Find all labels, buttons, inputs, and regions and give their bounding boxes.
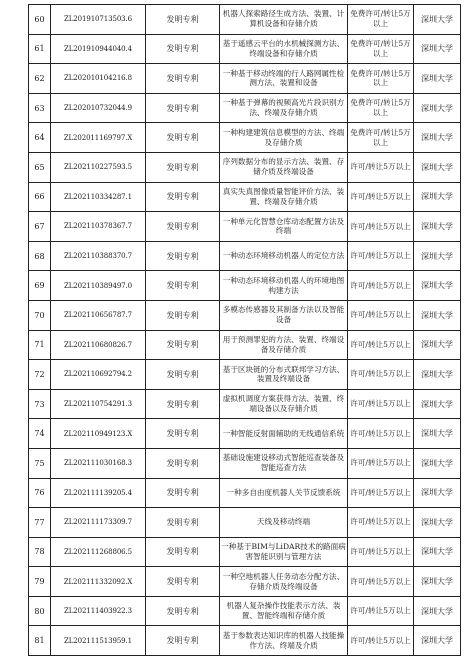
patent-type: 发明专利 xyxy=(146,182,220,212)
patent-type: 发明专利 xyxy=(146,419,220,449)
patent-type: 发明专利 xyxy=(146,360,220,390)
row-number: 68 xyxy=(29,241,51,271)
application-number: ZL202111332092.X xyxy=(51,567,146,597)
patent-owner: 深圳大学 xyxy=(414,212,461,242)
patent-name: 一种基于BIM与LiDAR技术的路面病害智能识别与管理方法 xyxy=(220,537,348,567)
patent-name: 用于预测罪犯的方法、装置、终端设备及存储介质 xyxy=(220,330,348,360)
patent-name: 一种多自由度机器人关节反馈系统 xyxy=(220,478,348,508)
patent-owner: 深圳大学 xyxy=(414,93,461,123)
transfer-mode: 许可/转让5万以上 xyxy=(348,419,414,449)
application-number: ZL202111513959.1 xyxy=(51,626,146,656)
application-number: ZL202010732044.9 xyxy=(51,93,146,123)
transfer-mode: 免费许可/转让5万以上 xyxy=(348,34,414,64)
patent-type: 发明专利 xyxy=(146,330,220,360)
patent-name: 一种单元化智慧仓库动态配置方法及终端 xyxy=(220,212,348,242)
table-row xyxy=(29,93,461,123)
patent-name: 基于遥感云平台的水机械探测方法、终端设备和存储介质 xyxy=(220,34,348,64)
patent-owner: 深圳大学 xyxy=(414,567,461,597)
patent-owner: 深圳大学 xyxy=(414,360,461,390)
row-number: 66 xyxy=(29,182,51,212)
patent-type: 发明专利 xyxy=(146,389,220,419)
patent-owner: 深圳大学 xyxy=(414,64,461,94)
table-row xyxy=(29,508,461,538)
row-number: 60 xyxy=(29,5,51,35)
patent-type: 发明专利 xyxy=(146,271,220,301)
transfer-mode: 许可/转让5万以上 xyxy=(348,389,414,419)
table-row xyxy=(29,567,461,597)
table-row xyxy=(29,360,461,390)
patent-owner: 深圳大学 xyxy=(414,537,461,567)
table-row xyxy=(29,596,461,626)
patent-type: 发明专利 xyxy=(146,448,220,478)
patent-table-body xyxy=(29,5,461,656)
application-number: ZL202110378367.7 xyxy=(51,212,146,242)
transfer-mode: 免费许可/转让5万以上 xyxy=(348,123,414,153)
transfer-mode: 许可/转让5万以上 xyxy=(348,212,414,242)
patent-name: 序列数据分布的显示方法、装置、存储介质及终端设备 xyxy=(220,152,348,182)
patent-type: 发明专利 xyxy=(146,123,220,153)
application-number: ZL201910713503.6 xyxy=(51,5,146,35)
application-number: ZL202111139205.4 xyxy=(51,478,146,508)
row-number: 74 xyxy=(29,419,51,449)
table-row xyxy=(29,5,461,35)
patent-owner: 深圳大学 xyxy=(414,448,461,478)
application-number: ZL202110754291.3 xyxy=(51,389,146,419)
row-number: 75 xyxy=(29,448,51,478)
transfer-mode: 许可/转让5万以上 xyxy=(348,360,414,390)
patent-type: 发明专利 xyxy=(146,567,220,597)
patent-name: 多模态传感器及其制备方法以及智能设备 xyxy=(220,300,348,330)
patent-type: 发明专利 xyxy=(146,300,220,330)
patent-type: 发明专利 xyxy=(146,34,220,64)
patent-owner: 深圳大学 xyxy=(414,389,461,419)
patent-owner: 深圳大学 xyxy=(414,478,461,508)
patent-type: 发明专利 xyxy=(146,241,220,271)
patent-type: 发明专利 xyxy=(146,5,220,35)
transfer-mode: 许可/转让5万以上 xyxy=(348,448,414,478)
patent-type: 发明专利 xyxy=(146,212,220,242)
patent-owner: 深圳大学 xyxy=(414,300,461,330)
row-number: 62 xyxy=(29,64,51,94)
row-number: 65 xyxy=(29,152,51,182)
patent-owner: 深圳大学 xyxy=(414,241,461,271)
table-row xyxy=(29,478,461,508)
patent-name: 一种动态环境移动机器人的定位方法 xyxy=(220,241,348,271)
row-number: 77 xyxy=(29,508,51,538)
table-row xyxy=(29,537,461,567)
patent-type: 发明专利 xyxy=(146,596,220,626)
row-number: 69 xyxy=(29,271,51,301)
patent-type: 发明专利 xyxy=(146,508,220,538)
table-row xyxy=(29,123,461,153)
patent-owner: 深圳大学 xyxy=(414,626,461,656)
application-number: ZL202110680826.7 xyxy=(51,330,146,360)
patent-type: 发明专利 xyxy=(146,478,220,508)
transfer-mode: 许可/转让5万以上 xyxy=(348,626,414,656)
transfer-mode: 许可/转让5万以上 xyxy=(348,567,414,597)
table-row xyxy=(29,212,461,242)
patent-type: 发明专利 xyxy=(146,626,220,656)
patent-table xyxy=(28,4,461,656)
patent-name: 机器人探索路径生成方法、装置、计算机设备和存储介质 xyxy=(220,5,348,35)
table-row xyxy=(29,152,461,182)
transfer-mode: 免费许可/转让5万以上 xyxy=(348,64,414,94)
table-row xyxy=(29,300,461,330)
patent-owner: 深圳大学 xyxy=(414,123,461,153)
patent-name: 真实失真图像质量智能评价方法、装置、终端及存储介质 xyxy=(220,182,348,212)
table-row xyxy=(29,389,461,419)
transfer-mode: 许可/转让5万以上 xyxy=(348,182,414,212)
patent-name: 天线及移动终端 xyxy=(220,508,348,538)
patent-owner: 深圳大学 xyxy=(414,596,461,626)
patent-name: 基于参数表达知识库的机器人技能操作方法、终端及介质 xyxy=(220,626,348,656)
application-number: ZL202110334287.1 xyxy=(51,182,146,212)
patent-owner: 深圳大学 xyxy=(414,34,461,64)
application-number: ZL202110389497.0 xyxy=(51,271,146,301)
transfer-mode: 许可/转让5万以上 xyxy=(348,330,414,360)
table-row xyxy=(29,64,461,94)
row-number: 72 xyxy=(29,360,51,390)
table-row xyxy=(29,419,461,449)
application-number: ZL202110388370.7 xyxy=(51,241,146,271)
table-row xyxy=(29,330,461,360)
transfer-mode: 许可/转让5万以上 xyxy=(348,478,414,508)
patent-type: 发明专利 xyxy=(146,152,220,182)
application-number: ZL202111030168.3 xyxy=(51,448,146,478)
row-number: 76 xyxy=(29,478,51,508)
row-number: 63 xyxy=(29,93,51,123)
patent-type: 发明专利 xyxy=(146,93,220,123)
table-row xyxy=(29,182,461,212)
patent-owner: 深圳大学 xyxy=(414,419,461,449)
transfer-mode: 许可/转让5万以上 xyxy=(348,241,414,271)
row-number: 64 xyxy=(29,123,51,153)
transfer-mode: 许可/转让5万以上 xyxy=(348,596,414,626)
application-number: ZL202110656787.7 xyxy=(51,300,146,330)
patent-owner: 深圳大学 xyxy=(414,508,461,538)
row-number: 71 xyxy=(29,330,51,360)
row-number: 61 xyxy=(29,34,51,64)
patent-type: 发明专利 xyxy=(146,64,220,94)
transfer-mode: 免费许可/转让5万以上 xyxy=(348,5,414,35)
transfer-mode: 免费许可/转让5万以上 xyxy=(348,93,414,123)
application-number: ZL202110227593.5 xyxy=(51,152,146,182)
transfer-mode: 许可/转让5万以上 xyxy=(348,152,414,182)
row-number: 79 xyxy=(29,567,51,597)
patent-name: 一种动态环境移动机器人的环境地图构建方法 xyxy=(220,271,348,301)
patent-name: 一种基于弹幕的视频高光片段识别方法、终端及存储介质 xyxy=(220,93,348,123)
patent-name: 一种智能反射面辅助的无线通信系统 xyxy=(220,419,348,449)
patent-name: 一种构建建筑信息模型的方法、终端及存储介质 xyxy=(220,123,348,153)
table-row xyxy=(29,34,461,64)
patent-owner: 深圳大学 xyxy=(414,5,461,35)
row-number: 73 xyxy=(29,389,51,419)
patent-owner: 深圳大学 xyxy=(414,152,461,182)
row-number: 67 xyxy=(29,212,51,242)
application-number: ZL202111403922.3 xyxy=(51,596,146,626)
patent-owner: 深圳大学 xyxy=(414,330,461,360)
patent-name: 机器人复杂操作技能表示方法、装置、智能终端和存储介质 xyxy=(220,596,348,626)
application-number: ZL202010104216.8 xyxy=(51,64,146,94)
transfer-mode: 许可/转让5万以上 xyxy=(348,508,414,538)
row-number: 70 xyxy=(29,300,51,330)
table-row xyxy=(29,271,461,301)
patent-name: 虚拟机调度方案获得方法、装置、终端设备以及存储介质 xyxy=(220,389,348,419)
patent-owner: 深圳大学 xyxy=(414,182,461,212)
application-number: ZL201910944040.4 xyxy=(51,34,146,64)
application-number: ZL202110692794.2 xyxy=(51,360,146,390)
patent-name: 基于区块链的分布式联邦学习方法、装置及终端设备 xyxy=(220,360,348,390)
patent-owner: 深圳大学 xyxy=(414,271,461,301)
table-row xyxy=(29,448,461,478)
patent-name: 一种基于移动终端的行人路网属性检测方法、装置和设备 xyxy=(220,64,348,94)
application-number: ZL202111173309.7 xyxy=(51,508,146,538)
row-number: 81 xyxy=(29,626,51,656)
application-number: ZL202011169797.X xyxy=(51,123,146,153)
application-number: ZL202110949123.X xyxy=(51,419,146,449)
application-number: ZL202111268806.5 xyxy=(51,537,146,567)
patent-name: 一种空地机器人任务动态分配方法、存储介质及终端设备 xyxy=(220,567,348,597)
transfer-mode: 许可/转让5万以上 xyxy=(348,537,414,567)
row-number: 78 xyxy=(29,537,51,567)
transfer-mode: 许可/转让5万以上 xyxy=(348,300,414,330)
transfer-mode: 许可/转让5万以上 xyxy=(348,271,414,301)
table-row xyxy=(29,241,461,271)
patent-name: 基础设施建设移动式智能巡查装备及智能巡查方法 xyxy=(220,448,348,478)
row-number: 80 xyxy=(29,596,51,626)
patent-type: 发明专利 xyxy=(146,537,220,567)
